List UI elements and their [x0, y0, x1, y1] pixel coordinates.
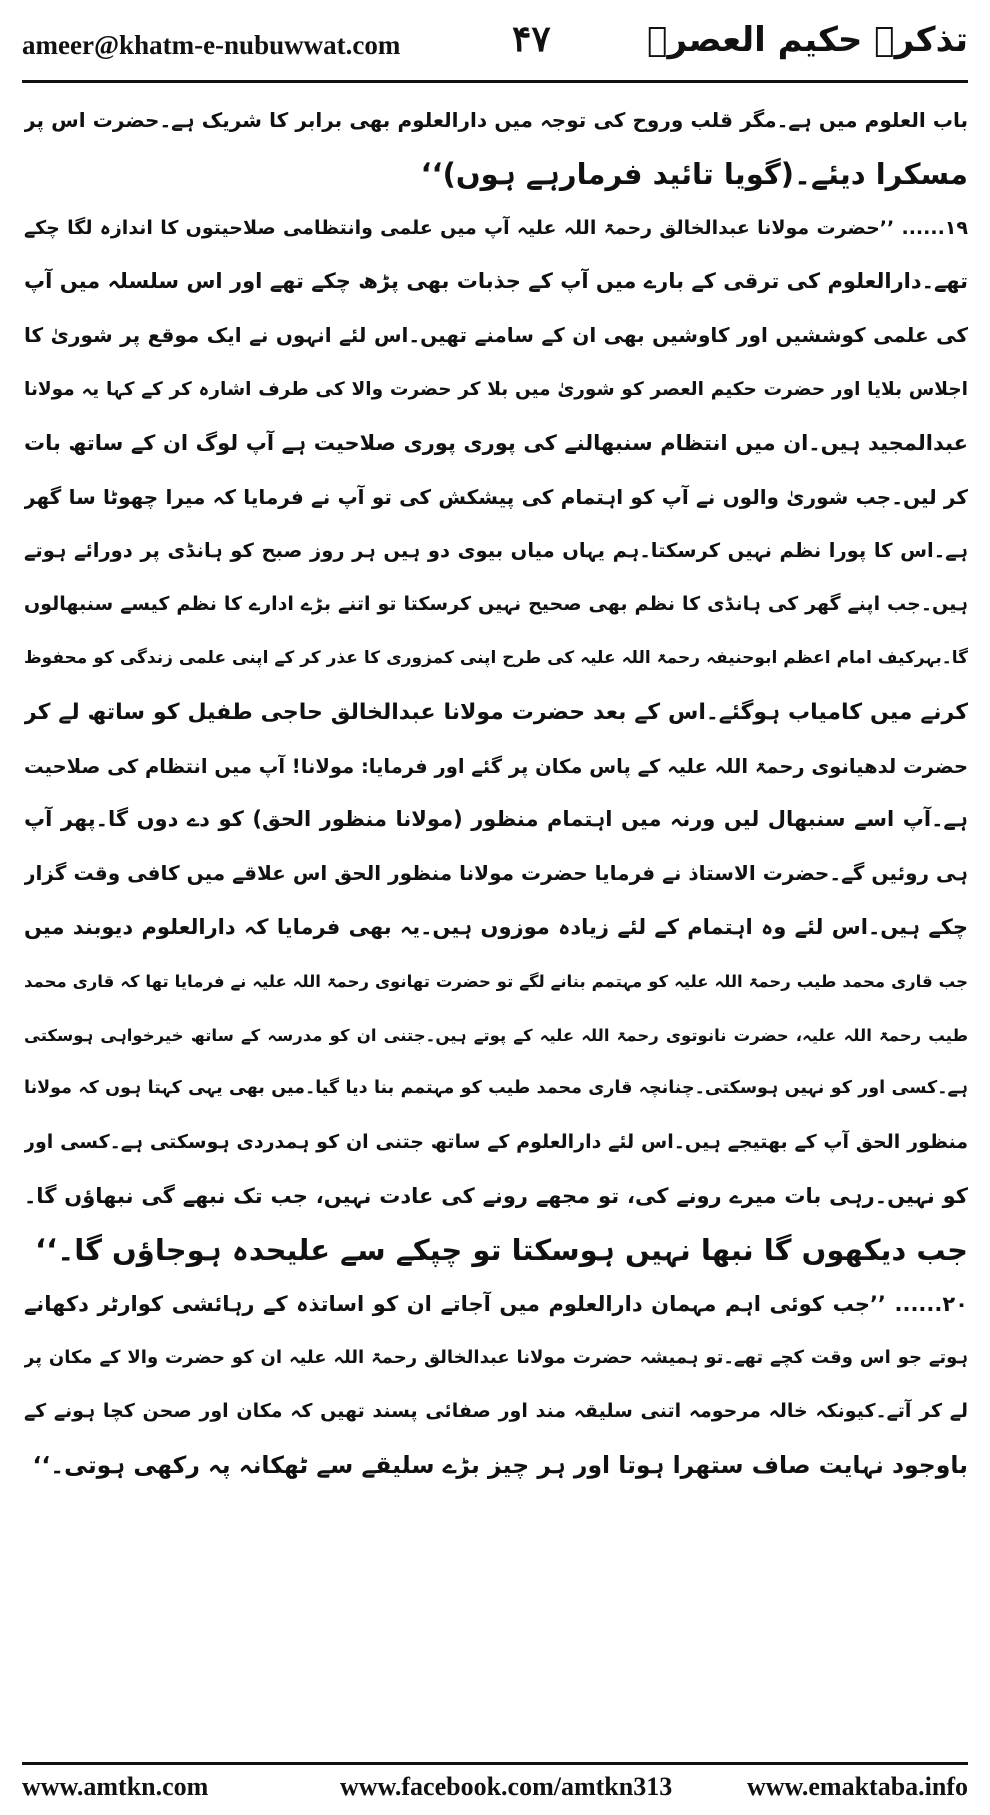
text-line: ہے۔کسی اور کو نہیں ہوسکتی۔چنانچہ قاری محمد طیب کو مہتمم بنا دیا گیا۔میں بھی یہی کہتا ہوں کہ مولانا — [24, 1078, 968, 1099]
text-line: لے کر آتے۔کیونکہ خالہ مرحومہ اتنی سلیقہ مند اور صفائی پسند تھیں کہ مکان اور صحن کچا ہونے کے — [24, 1400, 968, 1423]
text-line: باب العلوم میں ہے۔مگر قلب وروح کی توجہ میں دارالعلوم بھی برابر کا شریک ہے۔حضرت اس پر — [24, 108, 968, 132]
text-line: کر لیں۔جب شوریٰ والوں نے آپ کو اہتمام کی پیشکش کی تو آپ نے فرمایا کہ میرا چھوٹا سا گھر — [24, 484, 968, 509]
text-line: ہے۔اس کا پورا نظم نہیں کرسکتا۔ہم یہاں میاں بیوی دو ہیں ہر روز صبح کو ہانڈی پر دورائے ہوتے — [24, 539, 968, 563]
page-number: ۴۷ — [512, 18, 551, 60]
book-title: تذکرہ حکیم العصرؒ — [647, 20, 968, 60]
text-line: باوجود نہایت صاف ستھرا ہوتا اور ہر چیز بڑے سلیقے سے ٹھکانہ پہ رکھی ہوتی۔‘‘ — [32, 1450, 968, 1479]
text-line: حضرت لدھیانوی رحمۃ اللہ علیہ کے پاس مکان پر گئے اور فرمایا: مولانا! آپ میں انتظام کی صلاحیت — [24, 754, 968, 778]
text-line: جب قاری محمد طیب رحمۃ اللہ علیہ کو مہتمم بنانے لگے تو حضرت تھانوی رحمۃ اللہ علیہ نے فرمایا تھا کہ قاری محمد — [24, 971, 968, 991]
footer-divider — [22, 1762, 968, 1765]
text-line: ہی روئیں گے۔حضرت الاستاذ نے فرمایا حضرت مولانا منظور الحق اس علاقے میں کافی وقت گزار — [24, 861, 968, 886]
footer-link-facebook[interactable]: www.facebook.com/amtkn313 — [340, 1772, 673, 1801]
text-line: اجلاس بلایا اور حضرت حکیم العصر کو شوریٰ میں بلا کر حضرت والا کی طرف اشارہ کر کے کہا یہ مولانا — [24, 378, 968, 400]
footer-link-emaktaba[interactable]: www.emaktaba.info — [746, 1772, 968, 1801]
text-line: تھے۔دارالعلوم کی ترقی کے بارے میں آپ کے جذبات بھی پڑھ چکے تھے اور اس سلسلہ میں آپ — [24, 269, 968, 294]
text-line: ہے۔آپ اسے سنبھال لیں ورنہ میں اہتمام منظور (مولانا منظور الحق) کو دے دوں گا۔پھر آپ — [24, 807, 968, 832]
text-line: عبدالمجید ہیں۔ان میں انتظام سنبھالنے کی پوری پوری صلاحیت ہے آپ لوگ ان کے ساتھ بات — [24, 430, 968, 455]
text-line: کی علمی کوششیں اور کاوشیں بھی ان کے سامنے تھیں۔اس لئے انہوں نے ایک موقع پر شوریٰ کا — [24, 323, 968, 348]
text-line: مسکرا دیئے۔(گویا تائید فرمارہے ہوں)‘‘ — [420, 156, 968, 191]
page-body — [24, 94, 968, 1493]
text-line: منظور الحق آپ کے بھتیجے ہیں۔اس لئے دارالعلوم کے ساتھ جتنی ان کو ہمدردی ہوسکتی ہے۔کسی اور — [24, 1131, 968, 1154]
header-divider — [22, 80, 968, 83]
text-line: طیب رحمۃ اللہ علیہ، حضرت نانوتوی رحمۃ اللہ علیہ کے پوتے ہیں۔جتنی ان کو مدرسہ کے ساتھ خیرخواہی ہوسکتی — [24, 1025, 968, 1045]
text-line: ہوتے جو اس وقت کچے تھے۔تو ہمیشہ حضرت مولانا عبدالخالق رحمۃ اللہ علیہ ان کو حضرت والا کے مکان پر — [24, 1347, 968, 1369]
header-email[interactable]: ameer@khatm-e-nubuwwat.com — [22, 30, 401, 60]
page-footer — [22, 1772, 968, 1806]
footer-link-amtkn[interactable]: www.amtkn.com — [22, 1772, 209, 1801]
text-line: گا۔بہرکیف امام اعظم ابوحنیفہ رحمۃ اللہ علیہ کی طرح اپنی کمزوری کا عذر کر کے اپنی علمی زندگی کو محفوظ — [24, 647, 968, 668]
page-header — [22, 18, 968, 76]
text-line: ہیں۔جب اپنے گھر کی ہانڈی کا نظم بھی صحیح نہیں کرسکتا تو اتنے بڑے ادارے کا نظم کیسے سنبھالوں — [24, 593, 968, 616]
text-line: جب دیکھوں گا نبھا نہیں ہوسکتا تو چپکے سے علیحدہ ہوجاؤں گا۔‘‘ — [35, 1232, 968, 1267]
text-line: کو نہیں۔رہی بات میرے رونے کی، تو مجھے رونے کی عادت نہیں، جب تک نبھے گی نبھاؤں گا۔ — [24, 1183, 968, 1208]
text-line: چکے ہیں۔اس لئے وہ اہتمام کے لئے زیادہ موزوں ہیں۔یہ بھی فرمایا کہ دارالعلوم دیوبند میں — [24, 914, 968, 939]
text-line: ۲۰...... ’’جب کوئی اہم مہمان دارالعلوم میں آجاتے ان کو اساتذہ کے رہائشی کوارٹر دکھانے — [24, 1291, 968, 1316]
text-line: کرنے میں کامیاب ہوگئے۔اس کے بعد حضرت مولانا عبدالخالق حاجی طفیل کو ساتھ لے کر — [24, 699, 968, 725]
text-line: ۱۹...... ’’حضرت مولانا عبدالخالق رحمۃ اللہ علیہ آپ میں علمی وانتظامی صلاحیتوں کا اندازہ لگا چکے — [24, 216, 968, 239]
